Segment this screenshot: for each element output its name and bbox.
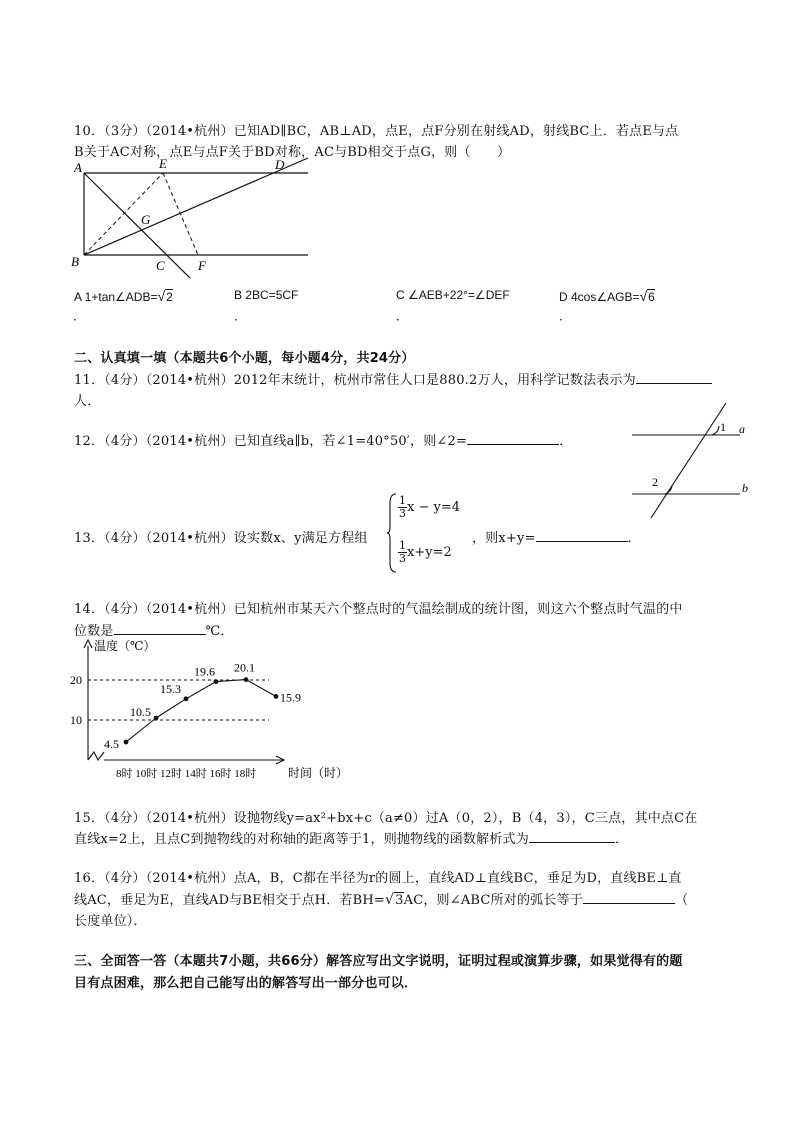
q10-option-b: B 2BC=5CF bbox=[234, 288, 299, 302]
sqrt-symbol: √ bbox=[157, 288, 166, 304]
sqrt-symbol: √ bbox=[639, 288, 648, 304]
q10-option-c: C ∠AEB+22°=∠DEF bbox=[396, 288, 510, 302]
q12-label-1: 1 bbox=[720, 420, 726, 434]
q14-unit: ℃． bbox=[205, 624, 234, 639]
q12-label-a: a bbox=[739, 422, 745, 436]
data-point bbox=[154, 716, 159, 721]
q16-radicand: 3 bbox=[395, 893, 404, 908]
q10-option-d bbox=[559, 288, 655, 304]
section3-heading-line2: 目有点困难，那么把自己能写出的解答写出一部分也可以． bbox=[74, 976, 418, 991]
data-point bbox=[184, 696, 189, 701]
q10-option-a-text: A 1+tan∠ADB= bbox=[74, 290, 158, 304]
data-label: 19.6 bbox=[194, 664, 215, 679]
q16-text-line3: 长度单位）． bbox=[74, 914, 147, 929]
data-label: 4.5 bbox=[104, 737, 119, 751]
q13-equation-1 bbox=[398, 495, 460, 520]
data-label: 15.9 bbox=[280, 690, 301, 705]
q15-text-line2 bbox=[74, 828, 628, 847]
q15-end: ． bbox=[614, 832, 629, 847]
series-segment bbox=[186, 682, 216, 699]
q10-option-c-dot: ． bbox=[396, 309, 409, 323]
q14-temperature-chart bbox=[64, 636, 364, 784]
q11-answer-blank[interactable] bbox=[636, 371, 712, 384]
q13-eq2-denominator: 3 bbox=[399, 552, 406, 565]
axis-break bbox=[88, 752, 104, 760]
q10-label-d: D bbox=[275, 157, 285, 172]
q12-label-b: b bbox=[742, 481, 748, 495]
q12-answer-blank[interactable] bbox=[467, 432, 559, 445]
q10-option-d-text: D 4cos∠AGB= bbox=[559, 290, 640, 304]
series-segment bbox=[246, 680, 276, 697]
q10-option-d-radicand: 6 bbox=[648, 290, 655, 304]
data-label: 10.5 bbox=[130, 705, 151, 719]
q11-text: 11．（4分）（2014•杭州）2012年末统计，杭州市常住人口是880.2万人，用科学记数法表示为 bbox=[74, 373, 636, 388]
q13-answer-blank[interactable] bbox=[536, 529, 628, 542]
q13-eq2-fraction bbox=[398, 540, 407, 565]
q15-text-line1: 15．（4分）（2014•杭州）设抛物线y=ax²+bx+c（a≠0）过A（0，2），B（4，3），C三点，其中点C在 bbox=[74, 811, 698, 826]
q16-line2-prefix: 线AC，垂足为E，直线AD与BE相交于点H．若BH= bbox=[74, 893, 385, 908]
q14-answer-blank[interactable] bbox=[114, 622, 206, 635]
q13-equation-2 bbox=[398, 540, 452, 565]
q13-suffix bbox=[472, 527, 641, 546]
q10-geometry-figure bbox=[64, 154, 324, 278]
series-segment bbox=[126, 718, 156, 742]
section3-heading-line1: 三、全面答一答（本题共7小题，共66分）解答应写出文字说明，证明过程或演算步骤，如果觉得有的题 bbox=[74, 954, 683, 969]
q10-option-a-dot: ． bbox=[73, 309, 86, 323]
q10-label-f: F bbox=[198, 258, 206, 273]
q14-text-line1: 14．（4分）（2014•杭州）已知杭州市某天六个整点时的气温绘制成的统计图，则这六个整点时气温的中 bbox=[74, 602, 683, 617]
q10-label-e: E bbox=[159, 156, 167, 171]
q10-text-line2: B关于AC对称，点E与点F关于BD对称，AC与BD相交于点G，则（ ） bbox=[74, 145, 511, 160]
q10-label-a: A bbox=[74, 160, 82, 175]
q10-label-c: C bbox=[156, 258, 165, 273]
q13-eq1-denominator: 3 bbox=[399, 507, 406, 520]
x-tick-labels: 8时 10时 12时 14时 16时 18时 bbox=[116, 768, 257, 780]
q13-eq2-numerator: 1 bbox=[399, 539, 406, 552]
data-label: 20.1 bbox=[234, 660, 255, 675]
data-point bbox=[244, 677, 249, 682]
q16-line2-suffix: AC，则∠ABC所对的弧长等于 bbox=[403, 893, 583, 908]
data-point bbox=[124, 740, 129, 745]
q13-suffix-text: ，则x+y= bbox=[472, 531, 536, 546]
q14-prefix: 位数是 bbox=[74, 624, 114, 639]
y-axis-label: 温度（℃） bbox=[94, 639, 156, 653]
q13-eq1-numerator: 1 bbox=[399, 494, 406, 507]
q13-end: ． bbox=[627, 531, 641, 546]
q10-text-line1: 10．（3分）（2014•杭州）已知AD∥BC，AB⊥AD，点E，点F分别在射线AD，射线BC上．若点E与点 bbox=[74, 124, 679, 139]
q13-brace bbox=[387, 493, 397, 573]
q12-question: 12．（4分）（2014•杭州）已知直线a∥b，若∠1=40°50′，则∠2= bbox=[74, 434, 468, 449]
q16-text-line1: 16．（4分）（2014•杭州）点A，B，C都在半径为r的圆上，直线AD⊥直线BC，垂足为D，直线BE⊥直 bbox=[74, 871, 682, 886]
data-point bbox=[214, 679, 219, 684]
q10-label-b: B bbox=[71, 254, 79, 269]
data-label: 15.3 bbox=[160, 681, 181, 696]
q15-line2-text: 直线x=2上，且点C到抛物线的对称轴的距离等于1，则抛物线的函数解析式为 bbox=[74, 832, 529, 847]
q12-end: ． bbox=[559, 434, 573, 449]
q16-line2-end: （ bbox=[674, 893, 689, 908]
q13-eq1-fraction bbox=[398, 495, 407, 520]
section2-heading: 二、认真填一填（本题共6个小题，每小题4分，共24分） bbox=[74, 351, 415, 366]
q10-option-d-dot: ． bbox=[559, 309, 572, 323]
y-tick-label: 10 bbox=[70, 713, 82, 727]
q13-prefix: 13．（4分）（2014•杭州）设实数x、y满足方程组 bbox=[74, 531, 368, 546]
q10-option-a bbox=[74, 288, 173, 304]
q12-text bbox=[74, 430, 572, 449]
q13-eq1-rest: x − y=4 bbox=[407, 500, 460, 515]
x-axis-label: 时间（时） bbox=[288, 766, 349, 780]
q12-parallel-lines-figure bbox=[628, 398, 754, 522]
q11-text-line2: 人． bbox=[74, 394, 101, 409]
q16-answer-blank[interactable] bbox=[583, 891, 675, 904]
q12-label-2: 2 bbox=[652, 475, 658, 489]
q11-text-line1 bbox=[74, 369, 712, 388]
y-tick-label: 20 bbox=[70, 673, 82, 687]
sqrt-symbol: √ bbox=[385, 892, 395, 908]
q10-option-a-radicand: 2 bbox=[166, 290, 173, 304]
series-segment bbox=[156, 699, 186, 718]
q15-answer-blank[interactable] bbox=[529, 830, 615, 843]
q16-text-line2 bbox=[74, 889, 688, 908]
q10-label-g: G bbox=[141, 212, 151, 227]
q13-eq2-rest: x+y=2 bbox=[407, 545, 452, 560]
data-point bbox=[274, 694, 279, 699]
q10-option-b-dot: ． bbox=[234, 309, 247, 323]
